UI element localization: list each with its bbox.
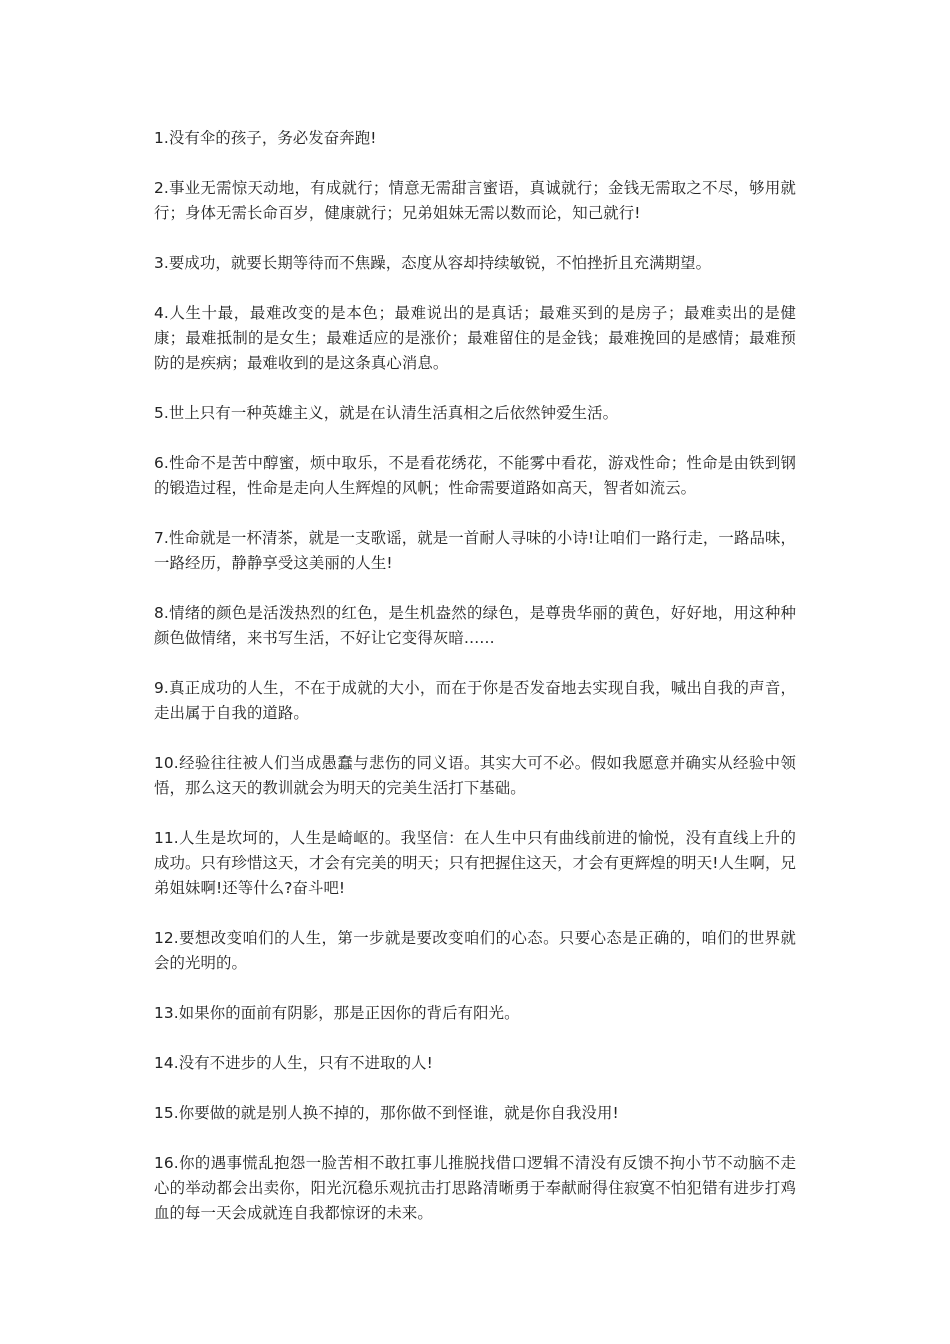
- paragraph-1: 1.没有伞的孩子，务必发奋奔跑!: [154, 129, 377, 147]
- paragraph-9: 9.真正成功的人生，不在于成就的大小，而在于你是否发奋地去实现自我，喊出自我的声音，走出属于自我的道路。: [154, 679, 796, 722]
- paragraph-4: 4.人生十最，最难改变的是本色；最难说出的是真话；最难买到的是房子；最难卖出的是健康；最难抵制的是女生；最难适应的是涨价；最难留住的是金钱；最难挽回的是感情；最难预防的是疾病；最难收到的是这条真心消息。: [154, 304, 796, 372]
- paragraph-15: 15.你要做的就是别人换不掉的，那你做不到怪谁，就是你自我没用!: [154, 1104, 619, 1122]
- paragraph-6: 6.性命不是苦中醇蜜，烦中取乐，不是看花绣花，不能雾中看花，游戏性命；性命是由铁到钢的锻造过程，性命是走向人生辉煌的风帆；性命需要道路如高天，智者如流云。: [154, 454, 796, 497]
- paragraph-10: 10.经验往往被人们当成愚蠢与悲伤的同义语。其实大可不必。假如我愿意并确实从经验中领悟，那么这天的教训就会为明天的完美生活打下基础。: [154, 754, 796, 797]
- paragraph-11: 11.人生是坎坷的，人生是崎岖的。我坚信：在人生中只有曲线前进的愉悦，没有直线上升的成功。只有珍惜这天，才会有完美的明天；只有把握住这天，才会有更辉煌的明天!人生啊，兄弟姐妹啊!还等什么?奋斗吧!: [154, 829, 796, 897]
- document-body: [154, 126, 796, 1251]
- paragraph-2: 2.事业无需惊天动地，有成就行；情意无需甜言蜜语，真诚就行；金钱无需取之不尽，够用就行；身体无需长命百岁，健康就行；兄弟姐妹无需以数而论，知己就行!: [154, 179, 796, 222]
- paragraph-13: 13.如果你的面前有阴影，那是正因你的背后有阳光。: [154, 1004, 520, 1022]
- paragraph-7: 7.性命就是一杯清茶，就是一支歌谣，就是一首耐人寻味的小诗!让咱们一路行走，一路品味，一路经历，静静享受这美丽的人生!: [154, 529, 796, 572]
- paragraph-16: 16.你的遇事慌乱抱怨一脸苦相不敢扛事儿推脱找借口逻辑不清没有反馈不拘小节不动脑不走心的举动都会出卖你，阳光沉稳乐观抗击打思路清晰勇于奉献耐得住寂寞不怕犯错有进步打鸡血的每一天会成就连自我都惊讶的未来。: [154, 1154, 796, 1222]
- paragraph-14: 14.没有不进步的人生，只有不进取的人!: [154, 1054, 433, 1072]
- paragraph-8: 8.情绪的颜色是活泼热烈的红色，是生机盎然的绿色，是尊贵华丽的黄色，好好地，用这种种颜色做情绪，来书写生活，不好让它变得灰暗……: [154, 604, 796, 647]
- paragraph-3: 3.要成功，就要长期等待而不焦躁，态度从容却持续敏锐，不怕挫折且充满期望。: [154, 254, 712, 272]
- paragraph-12: 12.要想改变咱们的人生，第一步就是要改变咱们的心态。只要心态是正确的，咱们的世界就会的光明的。: [154, 929, 796, 972]
- paragraph-5: 5.世上只有一种英雄主义，就是在认清生活真相之后依然钟爱生活。: [154, 404, 619, 422]
